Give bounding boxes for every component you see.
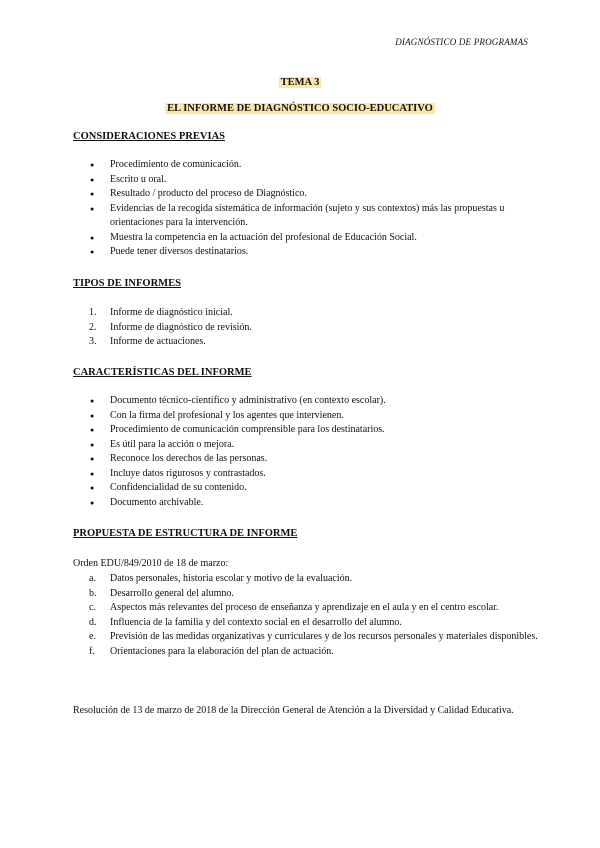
list-caracteristicas xyxy=(73,394,543,510)
document-title: EL INFORME DE DIAGNÓSTICO SOCIO-EDUCATIVO xyxy=(167,103,433,114)
list-item: e. Previsión de las medidas organizativas y curriculares y de los recursos personales y materiales disponibles. xyxy=(89,631,538,642)
list-item: d. Influencia de la familia y del contexto social en el desarrollo del alumno. xyxy=(89,616,402,628)
list-item: f. Orientaciones para la elaboración del plan de actuación. xyxy=(89,645,334,657)
orden-reference: Orden EDU/849/2010 de 18 de marzo: xyxy=(73,558,229,569)
list-item: a. Datos personales, historia escolar y motivo de la evaluación. xyxy=(89,573,353,584)
resolucion-reference: Resolución de 13 de marzo de 2018 de la Dirección General de Atención a la Diversidad y Calidad Educativa. xyxy=(73,705,514,716)
list-item: ● Resultado / producto del proceso de Diagnóstico. xyxy=(73,187,543,202)
list-item: 2. Informe de diagnóstico de revisión. xyxy=(89,321,252,333)
section-title-propuesta: PROPUESTA DE ESTRUCTURA DE INFORME xyxy=(73,528,298,539)
list-item: 1. Informe de diagnóstico inicial. xyxy=(89,307,233,318)
list-item: ● Muestra la competencia en la actuación del profesional de Educación Social. xyxy=(73,231,543,246)
section-title-caracteristicas: CARACTERÍSTICAS DEL INFORME xyxy=(73,367,252,378)
topic-number: TEMA 3 xyxy=(280,77,320,88)
list-item: c. Aspectos más relevantes del proceso de enseñanza y aprendizaje en el aula y en el centro escolar. xyxy=(89,602,499,613)
list-item: ● Documento archivable. xyxy=(73,496,543,511)
list-consideraciones xyxy=(73,158,543,260)
list-item: b. Desarrollo general del alumno. xyxy=(89,587,234,599)
list-item: ● Puede tener diversos destinatarios. xyxy=(73,245,543,260)
list-item: ● Es útil para la acción o mejora. xyxy=(73,438,543,453)
list-item: ● Confidencialidad de su contenido. xyxy=(73,481,543,496)
list-item: ● Con la firma del profesional y los agentes que intervienen. xyxy=(73,409,543,424)
list-propuesta xyxy=(73,572,543,659)
list-item: ● Reconoce los derechos de las personas. xyxy=(73,452,543,467)
list-tipos xyxy=(73,306,543,350)
list-item: ● Documento técnico-científico y administrativo (en contexto escolar). xyxy=(73,394,543,409)
section-title-consideraciones: CONSIDERACIONES PREVIAS xyxy=(73,131,225,142)
list-item: ● Evidencias de la recogida sistemática de información (sujeto y sus contextos) más las propuestas u orientaciones para la intervención. xyxy=(73,202,543,231)
list-item: ● Procedimiento de comunicación comprensible para los destinatarios. xyxy=(73,423,543,438)
running-header: DIAGNÓSTICO DE PROGRAMAS xyxy=(395,37,528,47)
list-item: 3. Informe de actuaciones. xyxy=(89,336,206,347)
list-item: ● Escrito u oral. xyxy=(73,173,543,188)
list-item: ● Procedimiento de comunicación. xyxy=(73,158,543,173)
list-item: ● Incluye datos rigurosos y contrastados. xyxy=(73,467,543,482)
section-title-tipos: TIPOS DE INFORMES xyxy=(73,278,181,289)
